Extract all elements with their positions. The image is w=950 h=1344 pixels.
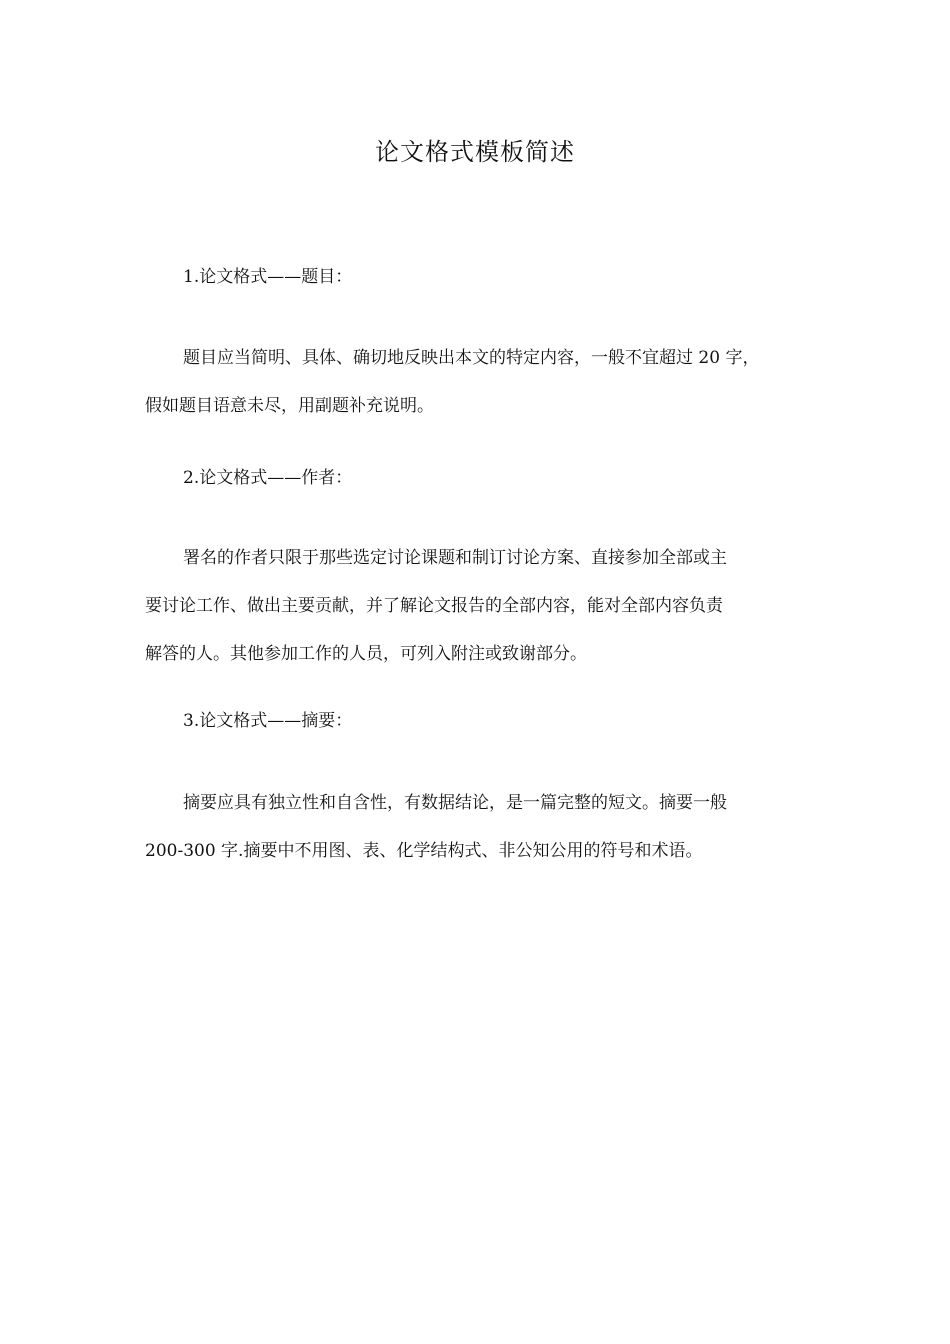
section-body-abstract (145, 779, 810, 875)
paragraph-line: 解答的人。其他参加工作的人员，可列入附注或致谢部分。 (145, 644, 587, 664)
section-body-author (145, 534, 810, 678)
section-heading-author: 2.论文格式——作者： (183, 468, 353, 488)
section-body-title (145, 334, 810, 430)
paragraph-line: 摘要应具有独立性和自含性，有数据结论，是一篇完整的短文。摘要一般 (183, 793, 727, 813)
paragraph-line: 假如题目语意未尽，用副题补充说明。 (145, 396, 434, 416)
paragraph-line: 200-300 字.摘要中不用图、表、化学结构式、非公知公用的符号和术语。 (145, 841, 703, 861)
document-title: 论文格式模板简述 (375, 138, 575, 166)
section-heading-abstract: 3.论文格式——摘要： (183, 711, 353, 731)
paragraph-line: 署名的作者只限于那些选定讨论课题和制订讨论方案、直接参加全部或主 (183, 548, 727, 568)
section-heading-title: 1.论文格式——题目： (183, 267, 353, 287)
paragraph-line: 要讨论工作、做出主要贡献，并了解论文报告的全部内容，能对全部内容负责 (145, 596, 723, 616)
paragraph-line: 题目应当简明、具体、确切地反映出本文的特定内容，一般不宜超过 20 字， (183, 348, 760, 368)
